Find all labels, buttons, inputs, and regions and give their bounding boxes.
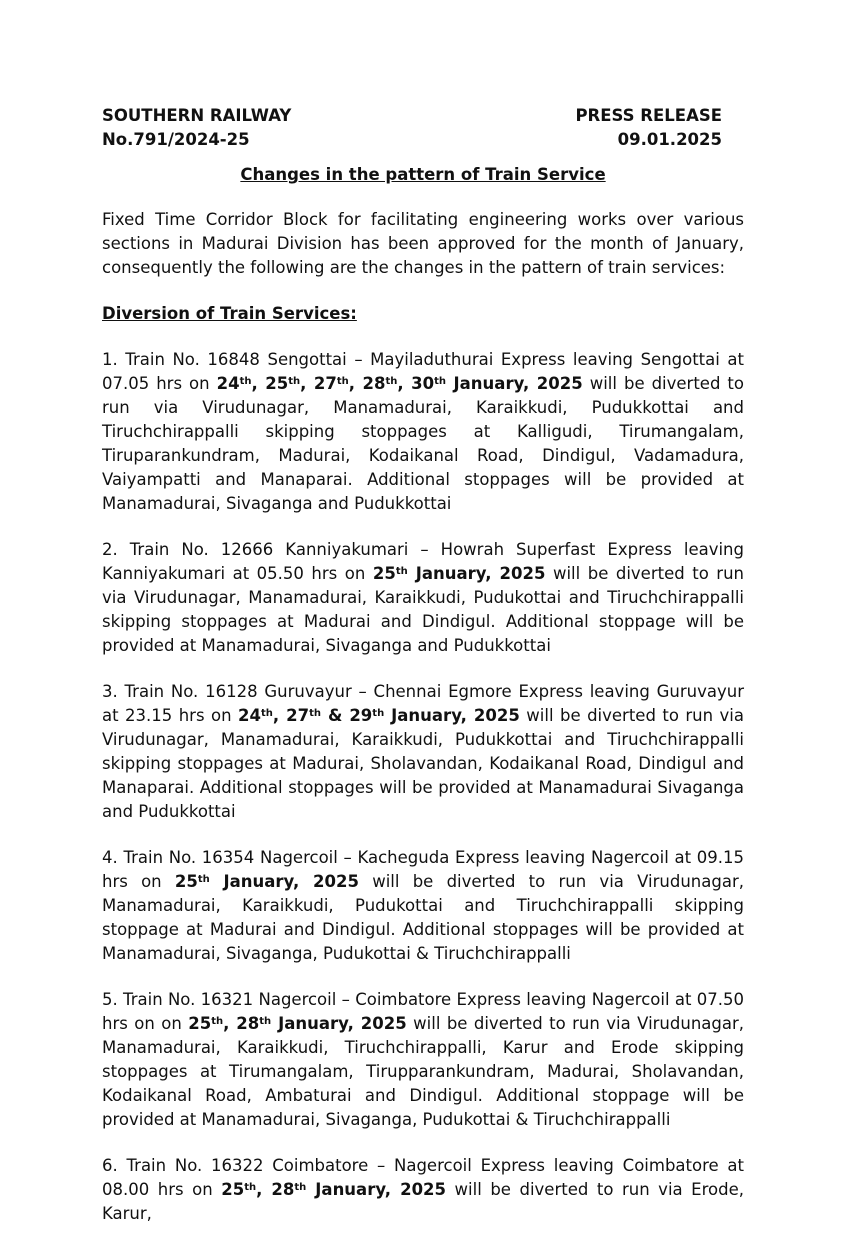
diversion-item [102, 846, 744, 966]
header-row-2 [102, 128, 722, 152]
diversion-item [102, 1154, 744, 1226]
organization-name: SOUTHERN RAILWAY [102, 106, 292, 125]
item-lead: 1. Train No. 16848 Sengottai – Mayiladuthurai Express leaving Sengottai at 07.05 hrs on [102, 350, 744, 393]
item-dates: 24th, 27th & 29th January, 2025 [238, 706, 520, 725]
item-lead: 3. Train No. 16128 Guruvayur – Chennai Egmore Express leaving Guruvayur at 23.15 hrs on [102, 682, 744, 725]
letterhead [102, 104, 722, 152]
item-dates: 25th January, 2025 [174, 872, 359, 891]
release-date: 09.01.2025 [617, 130, 722, 149]
item-dates: 24th, 25th, 27th, 28th, 30th January, 2025 [216, 374, 583, 393]
diversion-item [102, 538, 744, 658]
item-details: will be diverted to run via Virudunagar, Manamadurai, Karaikkudi, Pudukkottai and Tiruchchirappalli skipping stoppages at Madurai, Sholavandan, Kodaikanal Road, Dindigul and Manaparai. Additional stoppages will be provided at Manamadurai Sivaganga and Pudukkottai [102, 706, 745, 821]
item-lead: 6. Train No. 16322 Coimbatore – Nagercoil Express leaving Coimbatore at 08.00 hrs on [102, 1156, 744, 1199]
page-title: Changes in the pattern of Train Service [240, 165, 606, 184]
header-row-1 [102, 104, 722, 128]
item-dates: 25th, 28th January, 2025 [188, 1014, 407, 1033]
item-dates: 25th, 28th January, 2025 [221, 1180, 447, 1199]
intro-paragraph: Fixed Time Corridor Block for facilitating engineering works over various sections in Madurai Division has been approved for the month of January, consequently the following are the changes in the pattern of train services: [102, 210, 744, 277]
reference-number: No.791/2024-25 [102, 130, 250, 149]
item-details: will be diverted to run via Virudunagar, Manamadurai, Karaikkudi, Pudukottai and Tiruchchirappalli skipping stoppage at Madurai and Dindigul. Additional stoppages will be provided at Manamadurai, Sivaganga, Pudukottai & Tiruchchirappalli [102, 872, 744, 963]
item-details: will be diverted to run via Virudunagar, Manamadurai, Karaikkudi, Tiruchchirappalli, Karur and Erode skipping stoppages at Tirumangalam, Tirupparankundram, Madurai, Sholavandan, Kodaikanal Road, Ambaturai and Dindigul. Additional stoppage will be provided at Manamadurai, Sivaganga, Pudukottai & Tiruchchirappalli [102, 1014, 745, 1129]
document-type: PRESS RELEASE [575, 106, 722, 125]
diversion-item [102, 680, 744, 824]
item-lead: 5. Train No. 16321 Nagercoil – Coimbatore Express leaving Nagercoil at 07.50 hrs on on [102, 990, 744, 1033]
item-lead: 2. Train No. 12666 Kanniyakumari – Howrah Superfast Express leaving Kanniyakumari at 05.50 hrs on [102, 540, 744, 583]
document-body [102, 208, 744, 1248]
diversion-item [102, 988, 744, 1132]
item-details: will be diverted to run via Virudunagar, Manamadurai, Karaikkudi, Pudukottai and Tiruchchirappalli skipping stoppages at Madurai and Dindigul. Additional stoppage will be provided at Manamadurai, Sivaganga and Pudukkottai [102, 564, 744, 655]
item-lead: 4. Train No. 16354 Nagercoil – Kacheguda Express leaving Nagercoil at 09.15 hrs on [102, 848, 744, 891]
item-details: will be diverted to run via Erode, Karur, [102, 1180, 744, 1223]
item-details: will be diverted to run via Virudunagar, Manamadurai, Karaikkudi, Pudukkottai and Tiruchchirappalli skipping stoppages at Kalligudi, Tirumangalam, Tiruparankundram, Madurai, Kodaikanal Road, Dindigul, Vadamadura, Vaiyampatti and Manaparai. Additional stoppages will be provided at Manamadurai, Sivaganga and Pudukkottai [102, 374, 744, 513]
diversion-item [102, 348, 744, 516]
item-dates: 25th January, 2025 [372, 564, 546, 583]
section-heading: Diversion of Train Services: [102, 304, 357, 323]
